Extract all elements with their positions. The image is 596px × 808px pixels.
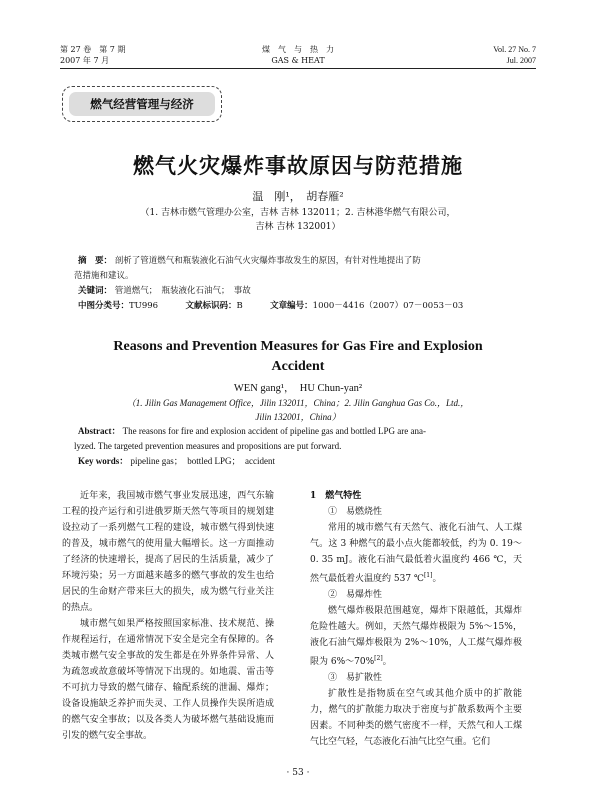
header-volume-en: Vol. 27 No. 7 <box>493 45 536 54</box>
header-volume: 第 27 卷 第 7 期 <box>60 45 126 54</box>
affiliation-en-line2: Jilin 132001，China） <box>255 412 341 422</box>
right-column <box>310 488 522 750</box>
keywords-cn-text: 管道燃气； 瓶装液化石油气； 事故 <box>114 286 251 296</box>
keywords-cn-label: 关键词： <box>78 286 113 296</box>
authors-en: WEN gang¹， HU Chun-yan² <box>233 383 363 394</box>
citation-2: [2] <box>374 655 383 662</box>
article-id-value: 1000－4416（2007）07－0053－03 <box>312 301 464 311</box>
header-date: 2007 年 7 月 <box>60 56 110 65</box>
section-heading-1: 1 燃气特性 <box>310 491 362 501</box>
paragraph-explosivity <box>310 603 522 670</box>
affiliation-en-line1: （1. Jilin Gas Management Office，Jilin 132011，China；2. Jilin Ganghua Gas Co.，Ltd.， <box>126 398 470 408</box>
doc-code-value: B <box>236 301 243 311</box>
keywords-en-text: pipeline gas； bottled LPG； accident <box>130 456 275 466</box>
doc-code-label: 文献标识码： <box>185 301 237 311</box>
header-date-en: Jul. 2007 <box>506 56 536 65</box>
abstract-cn-text: 剖析了管道燃气和瓶装液化石油气火灾爆炸事故发生的原因，有针对性地提出了防 <box>114 256 421 266</box>
abstract-en-text: The reasons for fire and explosion accident of pipeline gas and bottled LPG are ana- <box>122 426 426 436</box>
journal-name-en: GAS & HEAT <box>271 56 325 65</box>
section-banner-label: 燃气经营管理与经济 <box>69 92 215 116</box>
abstract-en-text2: lyzed. The targeted prevention measures and propositions are put forward. <box>74 441 342 451</box>
abstract-en <box>74 424 518 469</box>
page-number: · 53 · <box>286 768 310 778</box>
subheading-flammability: ① 易燃烧性 <box>328 507 383 517</box>
title-en-line2: Accident <box>271 359 325 374</box>
header-left <box>60 44 125 66</box>
section-banner <box>62 86 222 122</box>
classification-line <box>78 299 518 314</box>
journal-name-cn: 煤 气 与 热 力 <box>262 45 334 54</box>
header-center <box>198 44 398 66</box>
header-rule <box>60 68 536 69</box>
affiliation-cn-line2: 吉林 吉林 132001） <box>255 222 341 232</box>
abstract-cn <box>74 254 518 314</box>
article-title-cn: 燃气火灾爆炸事故原因与防范措施 <box>133 153 463 178</box>
clc-label: 中图分类号： <box>78 301 130 311</box>
paragraph-flammability-end: 。 <box>432 574 442 584</box>
paragraph-diffusivity: 扩散性是指物质在空气或其他介质中的扩散能力，燃气的扩散能力取决于密度与扩散系数两个主要因素。不同种类的燃气密度不一样，天然气和人工煤气比空气轻，气态液化石油气比空气重。它们 <box>310 689 522 747</box>
title-en-line1: Reasons and Prevention Measures for Gas Fire and Explosion <box>113 339 483 354</box>
left-column <box>62 488 274 744</box>
intro-paragraph-1: 近年来，我国城市燃气事业发展迅速，西气东输工程的投产运行和引进俄罗斯天然气等项目的规划建设拉动了一系列燃气工程的建设，城市燃气得到快速的普及，城市燃气的使用量大幅增长。这一方面推动了经济的快速增长，提高了居民的生活质量，减少了环境污染；另一方面越来越多的燃气事故的发生也给居民的生命财产带来巨大的损失，成为燃气行业关注的热点。 <box>62 491 274 613</box>
paragraph-explosivity-end: 。 <box>382 657 392 667</box>
affiliation-cn-line1: （1. 吉林市燃气管理办公室，吉林 吉林 132011；2. 吉林港华燃气有限公司， <box>140 208 456 218</box>
keywords-en-label: Key words： <box>78 456 129 466</box>
intro-paragraph-2: 城市燃气如果严格按照国家标准、技术规范、操作规程运行，在通常情况下安全是完全有保障的。各类城市燃气安全事故的发生都是在外界条件异常、人为疏忽或故意破坏等情况下出现的。如地震、雷击等不可抗力导致的燃气储存、输配系统的泄漏、爆炸；设备设施缺乏养护而失灵、工作人员操作失误所造成的燃气安全事故；以及各类人为破坏燃气基础设施而引发的燃气安全事故。 <box>62 619 274 741</box>
header-right <box>493 44 536 66</box>
abstract-en-label: Abstract： <box>78 426 121 436</box>
paragraph-flammability-text: 常用的城市燃气有天然气、液化石油气、人工煤气。这 3 种燃气的最小点火能都较低，约为 0. 19～0. 35 mJ。液化石油气最低着火温度约 466 ℃，天然气最低着火温度约 537 ℃ <box>310 523 522 584</box>
article-title-en <box>0 337 596 377</box>
abstract-cn-text2: 范措施和建议。 <box>74 271 134 281</box>
subheading-diffusivity: ③ 易扩散性 <box>328 673 383 683</box>
article-id-label: 文章编号： <box>270 301 313 311</box>
abstract-cn-label: 摘 要： <box>78 256 113 266</box>
paragraph-explosivity-text: 燃气爆炸极限范围越宽，爆炸下限越低，其爆炸危险性越大。例如，天然气爆炸极限为 5%～15%，液化石油气爆炸极限为 2%～10%，人工煤气爆炸极限为 6%～70% <box>310 606 522 667</box>
paragraph-flammability <box>310 520 522 587</box>
citation-1: [1] <box>423 572 433 579</box>
authors-cn: 温 刚¹， 胡春雁² <box>252 190 344 203</box>
clc-value: TU996 <box>129 301 159 311</box>
subheading-explosivity: ② 易爆炸性 <box>328 590 383 600</box>
